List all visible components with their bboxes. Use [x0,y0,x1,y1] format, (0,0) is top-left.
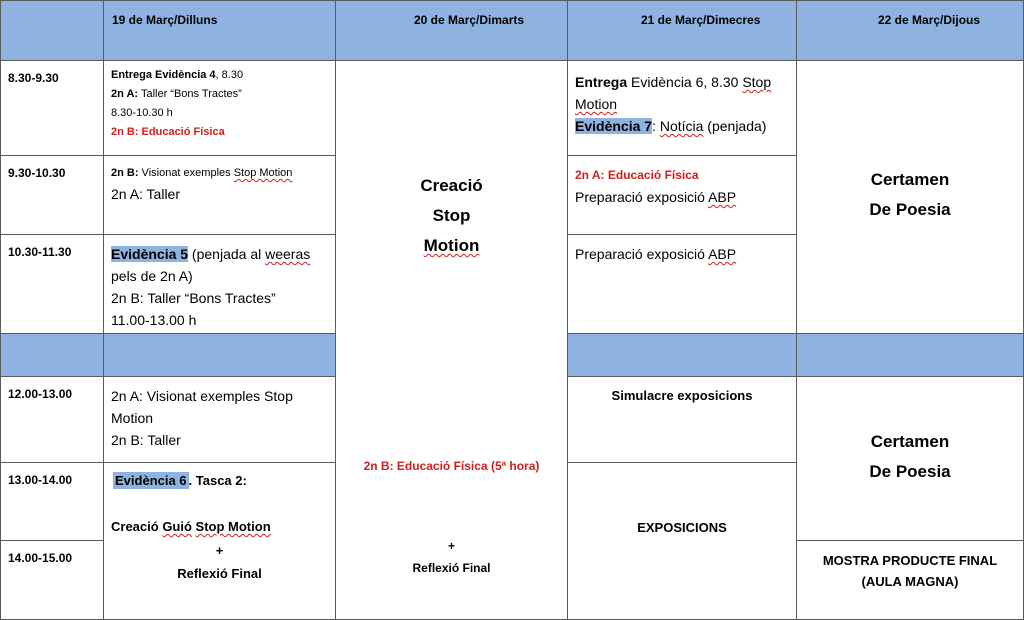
dimecres-noticia-word: Notícia [659,118,704,134]
dijous-certamen-block-2 [797,427,1023,487]
dimecres-entrega-text: Evidència 6, 8.30 [627,74,743,90]
break-row-time [0,333,104,377]
dimecres-slot-4 [567,376,797,463]
dilluns-slot-2 [103,155,336,235]
dimecres-colon: : [652,118,660,134]
dilluns-slot-1 [103,60,336,156]
dijous-poesia-1: De Poesia [869,200,951,219]
dijous-mostra: MOSTRA PRODUCTE FINAL [822,553,998,568]
dilluns-tasca2-label: . Tasca 2: [188,473,247,488]
dimecres-entrega-label: Entrega [575,74,628,90]
dilluns-entrega-time: , 8.30 [215,69,244,81]
time-slot-4 [0,376,104,463]
dilluns-evidencia6-line [113,473,247,488]
dilluns-2na-text: Taller “Bons Tractes” [138,88,242,100]
dilluns-2nb-ef: 2n B: Educació Física [111,126,225,138]
time-slot-1-text: 8.30-9.30 [8,71,59,85]
time-slot-6 [0,540,104,620]
dilluns-slot-5-6 [103,462,336,620]
dilluns-evidencia5-badge: Evidència 5 [111,246,189,262]
break-row-dimecres [567,333,797,377]
dimecres-preparacio-text-2: Preparació exposició [575,246,709,262]
header-dimecres [567,0,797,61]
dilluns-slot-4 [103,376,336,463]
dimecres-preparacio-text: Preparació exposició [575,189,709,205]
header-dimarts [335,0,568,61]
dimecres-exposicions: EXPOSICIONS [637,520,727,535]
dilluns-visionat-2na-cont: Motion [111,410,154,426]
dijous-slot-1-3 [796,60,1024,334]
dijous-certamen-block-1 [797,165,1023,225]
dilluns-slot-3 [103,234,336,334]
dimecres-penjada: (penjada) [703,118,767,134]
header-dimecres-text: 21 de Març/Dimecres [641,13,761,27]
dijous-slot-6 [796,540,1024,620]
dimecres-abp-word: ABP [708,189,737,205]
dijous-certamen-1: Certamen [870,170,950,189]
dilluns-2na-hours: 8.30-10.30 h [111,107,173,119]
time-slot-2 [0,155,104,235]
dilluns-visionat-line [111,164,335,183]
header-dijous-text: 22 de Març/Dijous [878,13,981,27]
dimarts-creacio: Creació [420,176,483,195]
dimecres-slot-1 [567,60,797,156]
dilluns-evidencia5-text: (penjada al [188,246,266,262]
time-slot-2-text: 9.30-10.30 [8,166,66,180]
dimecres-simulacre: Simulacre exposicions [611,388,753,403]
dilluns-stop-motion-word: Stop Motion [233,167,293,179]
dilluns-evidencia5-line [111,243,335,265]
dilluns-visionat-2na: 2n A: Visionat exemples Stop [111,388,293,404]
dimarts-reflexio-final: Reflexió Final [412,561,491,575]
dimecres-motion-word: Motion [575,96,618,112]
dilluns-2nb-taller: 2n B: Taller “Bons Tractes” [111,290,276,306]
dimarts-creacio-block [336,171,567,261]
dilluns-evidencia5-cont: pels de 2n A) [111,268,193,284]
dimarts-stop: Stop [432,206,471,225]
dijous-slot-4-5 [796,376,1024,541]
dimecres-preparacio-2 [575,243,796,265]
dilluns-plus: + [215,543,224,558]
dilluns-entrega-label: Entrega Evidència 4 [111,69,216,81]
header-dilluns-text: 19 de Març/Dilluns [112,13,218,27]
time-slot-4-text: 12.00-13.00 [8,387,73,401]
header-dilluns [103,0,336,61]
dimecres-stop-word: Stop [742,74,772,90]
dilluns-2nb-taller-2: 2n B: Taller [111,432,181,448]
dilluns-2nb-hours: 11.00-13.00 h [111,312,197,328]
header-dijous [796,0,1024,61]
dilluns-creacio-guio-line [111,519,271,534]
time-slot-3 [0,234,104,334]
time-slot-5-text: 13.00-14.00 [8,473,73,487]
dimecres-slot-2 [567,155,797,235]
break-row-dilluns [103,333,336,377]
dimarts-column [335,60,568,620]
time-slot-1 [0,60,104,156]
dilluns-creacio-word: Creació [111,519,163,534]
time-slot-3-text: 10.30-11.30 [8,245,72,259]
dimarts-2nb-ef: 2n B: Educació Física (5ª hora) [363,459,540,473]
break-row-dijous [796,333,1024,377]
dilluns-stop-motion-link: Stop Motion [195,519,271,534]
dilluns-guio-word: Guió [162,519,192,534]
dimarts-motion-word: Motion [423,236,480,255]
dilluns-2na-taller: 2n A: Taller [111,186,181,202]
dilluns-visionat-text: Visionat exemples [138,167,234,179]
dimecres-slot-5-6 [567,462,797,620]
dilluns-2nb-label: 2n B: [111,167,139,179]
dimecres-slot-3 [567,234,797,334]
dimecres-entrega-line [575,71,796,93]
dilluns-entrega-line [111,66,335,85]
dijous-poesia-2: De Poesia [869,462,951,481]
dimarts-plus: + [447,539,455,553]
dilluns-2na-label: 2n A: [111,88,139,100]
dilluns-reflexio-final: Reflexió Final [177,566,262,581]
dimecres-preparacio-1 [575,186,796,208]
time-slot-6-text: 14.00-15.00 [8,551,73,565]
header-corner [0,0,104,61]
dimarts-motion [336,231,567,261]
dimecres-motion-line [575,93,796,115]
dimecres-evidencia7-badge: Evidència 7 [575,118,653,134]
time-slot-5 [0,462,104,541]
header-dimarts-text: 20 de Març/Dimarts [414,13,525,27]
dilluns-weeras-word: weeras [265,246,311,262]
dimecres-abp-word-2: ABP [708,246,737,262]
dilluns-evidencia6-badge: Evidència 6 [115,473,187,488]
dimecres-2na-ef: 2n A: Educació Física [575,168,699,182]
dijous-certamen-2: Certamen [870,432,950,451]
dimecres-evidencia7-line [575,115,796,137]
dijous-aula-magna: (AULA MAGNA) [861,574,959,589]
dilluns-2na-line [111,85,335,104]
